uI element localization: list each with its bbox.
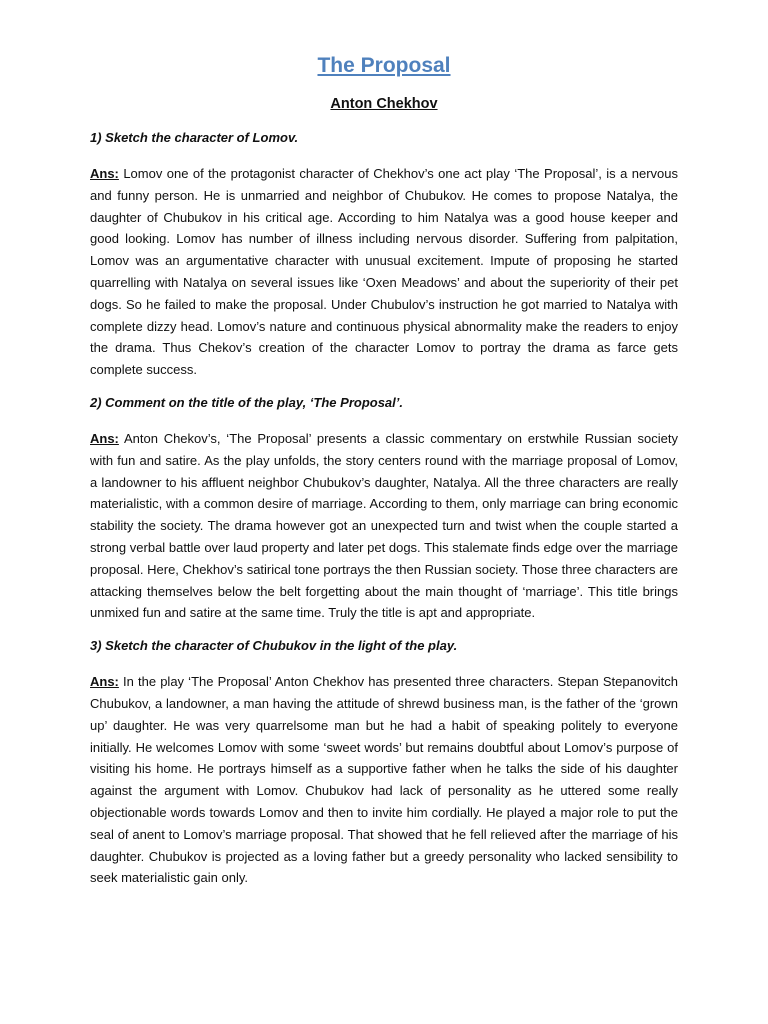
answer-label: Ans: <box>90 674 119 690</box>
question-3: 3) Sketch the character of Chubukov in the light of the play. <box>90 638 458 654</box>
answer-2 <box>90 428 678 624</box>
question-2: 2) Comment on the title of the play, ‘The Proposal’. <box>90 394 403 410</box>
document-title: The Proposal <box>317 54 451 77</box>
answer-2-text: Anton Chekov’s, ‘The Proposal’ presents a classic commentary on erstwhile Russian society with fun and satire. As the play unfolds, the story centers round with the marriage proposal of Lomov, a landowner to his affluent neighbor Chubukov’s daughter, Natalya. All the three characters are really materialistic, with a common desire of marriage. According to them, only marriage can bring economic stability the society. The drama however got an unexpected turn and twist when the couple started a strong verbal battle over laud property and later pet dogs. This stalemate finds edge over the marriage proposal. Here, Chekhov’s satirical tone portrays the then Russian society. Those three characters are attacking themselves below the belt forgetting about the main thought of ‘marriage’. This title brings unmixed fun and satire at the same time. Truly the title is apt and appropriate. <box>90 430 678 621</box>
answer-label: Ans: <box>90 430 119 446</box>
answer-label: Ans: <box>90 166 119 181</box>
question-1: 1) Sketch the character of Lomov. <box>90 130 299 145</box>
answer-3-text: In the play ‘The Proposal’ Anton Chekhov has presented three characters. Stepan Stepanovitch Chubukov, a landowner, a man having the attitude of shrewd business man, is the father of the ‘grown up’ daughter. He was very quarrelsome man but he had a habit of speaking politely to everyone initially. He welcomes Lomov with some ‘sweet words’ but remains doubtful about Lomov’s purpose of visiting his home. He portrays himself as a supportive father when he talks the side of his daughter against the argument with Lomov. Chubukov had lack of personality as he uttered some really objectionable words towards Lomov and then to invite him cordially. He played a major role to put the seal of anent to Lomov’s marriage proposal. That showed that he fell relieved after the marriage of his daughter. Chubukov is projected as a loving father but a greedy personality who lacked sensibility to seek materialistic gain only. <box>90 674 678 886</box>
document-author: Anton Chekhov <box>330 96 438 112</box>
answer-3 <box>90 671 678 889</box>
answer-1-text: Lomov one of the protagonist character of Chekhov’s one act play ‘The Proposal’, is a nervous and funny person. He is unmarried and neighbor of Chubukov. He comes to propose Natalya, the daughter of Chubukov in his critical age. According to him Natalya was a good house keeper and good looking. Lomov has number of illness including nervous disorder. Suffering from palpitation, Lomov was an argumentative character with unusual excitement. Impute of proposing he started quarrelling with Natalya on several issues like ‘Oxen Meadows’ and about the superiority of their pet dogs. So he failed to make the proposal. Under Chubulov’s instruction he got married to Natalya with complete dizzy head. Lomov’s nature and continuous physical abnormality make the readers to enjoy the drama. Thus Chekov’s creation of the character Lomov to portray the drama as farce gets complete success. <box>90 166 678 378</box>
answer-1 <box>90 163 678 381</box>
